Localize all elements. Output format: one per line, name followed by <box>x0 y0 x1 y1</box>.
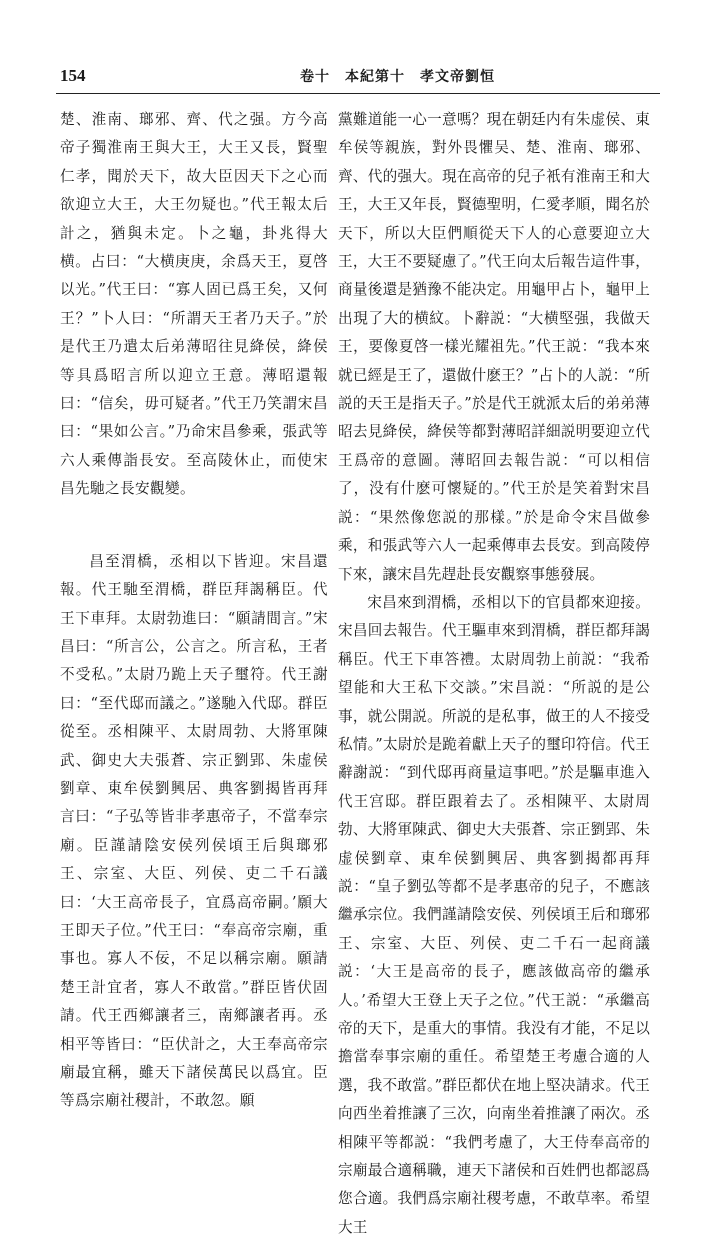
original-paragraph-2: 昌至渭橋，丞相以下皆迎。宋昌還報。代王馳至渭橋，群臣拜謁稱臣。代王下車拜。太尉勃進曰：“願請間言。”宋昌曰：“所言公，公言之。所言私，王者不受私。”太尉乃跪上天子璽符。代王謝曰：“至代邸而議之。”遂馳入代邸。群臣從至。丞相陳平、太尉周勃、大將軍陳武、御史大夫張蒼、宗正劉郢、朱虚侯劉章、東牟侯劉興居、典客劉揭皆再拜言曰：“子弘等皆非孝惠帝子，不當奉宗廟。臣謹請陰安侯列侯頃王后與瑯邪王、宗室、大臣、列侯、吏二千石議曰：‘大王高帝長子，宜爲高帝嗣。’願大王即天子位。”代王曰：“奉高帝宗廟，重事也。寡人不佞，不足以稱宗廟。願請楚王計宜者，寡人不敢當。”群臣皆伏固請。代王西鄉讓者三，南鄉讓者再。丞相平等皆曰：“臣伏計之，大王奉高帝宗廟最宜稱，雖天下諸侯萬民以爲宜。臣等爲宗廟社稷計，不敢忽。願 <box>60 552 328 1110</box>
running-title: 卷十 本紀第十 孝文帝劉恒 <box>300 69 495 85</box>
translation-column <box>338 106 650 1242</box>
translation-paragraph-2: 宋昌來到渭橋，丞相以下的官員都來迎接。宋昌回去報告。代王驅車來到渭橋，群臣都拜謁稱臣。代王下車答禮。太尉周勃上前説：“我希望能和大王私下交談。”宋昌説：“所説的是公事，就公開説。所説的是私事，做王的人不接受私情。”太尉於是跪着獻上天子的璽印符信。代王辭謝説：“到代邸再商量這事吧。”於是驅車進入代王宫邸。群臣跟着去了。丞相陳平、太尉周勃、大將軍陳武、御史大夫張蒼、宗正劉郢、朱虚侯劉章、東牟侯劉興居、典客劉揭都再拜説：“皇子劉弘等都不是孝惠帝的兒子，不應該繼承宗位。我們謹請陰安侯、列侯頃王后和瑯邪王、宗室、大臣、列侯、吏二千石一起商議説：‘大王是高帝的長子，應該做高帝的繼承人。’希望大王登上天子之位。”代王説：“承繼高帝的天下，是重大的事情。我没有才能，不足以擔當奉事宗廟的重任。希望楚王考慮合適的人選，我不敢當。”群臣都伏在地上堅决請求。代王向西坐着推讓了三次，向南坐着推讓了兩次。丞相陳平等都説：“我們考慮了，大王侍奉高帝的宗廟最合適稱職，連天下諸侯和百姓們也都認爲您合適。我們爲宗廟社稷考慮，不敢草率。希望大王 <box>338 593 650 1236</box>
paragraph-gap <box>60 504 328 548</box>
original-text-column <box>60 106 328 1116</box>
page-number: 154 <box>60 66 86 85</box>
header-rule <box>56 93 660 94</box>
translation-paragraph-1: 黨難道能一心一意嗎？現在朝廷内有朱虚侯、東牟侯等親族，對外畏懼吴、楚、淮南、瑯邪、齊、代的强大。現在高帝的兒子衹有淮南王和大王，大王又年長，賢德聖明，仁愛孝順，聞名於天下，所以大臣們順從天下人的心意要迎立大王，大王不要疑慮了。”代王向太后報告這件事，商量後還是猶豫不能决定。用龜甲占卜，龜甲上出現了大的横紋。卜辭説：“大横堅强，我做天王，要像夏啓一樣光耀祖先。”代王説：“我本來就已經是王了，還做什麽王？”占卜的人説：“所説的天王是指天子。”於是代王就派太后的弟弟薄昭去見絳侯，絳侯等都對薄昭詳細説明要迎立代王爲帝的意圖。薄昭回去報告説：“可以相信了，没有什麽可懷疑的。”代王於是笑着對宋昌説：“果然像您説的那樣。”於是命令宋昌做參乘，和張武等六人一起乘傳車去長安。到高陵停下來，讓宋昌先趕赴長安觀察事態發展。 <box>338 111 650 583</box>
page-header <box>60 60 660 88</box>
original-paragraph-1: 楚、淮南、瑯邪、齊、代之强。方今高帝子獨淮南王與大王，大王又長，賢聖仁孝，聞於天下，故大臣因天下之心而欲迎立大王，大王勿疑也。”代王報太后計之，猶與未定。卜之龜，卦兆得大横。占曰：“大横庚庚，余爲天王，夏啓以光。”代王曰：“寡人固已爲王矣，又何王？”卜人曰：“所謂天王者乃天子。”於是代王乃遣太后弟薄昭往見絳侯，絳侯等具爲昭言所以迎立王意。薄昭還報曰：“信矣，毋可疑者。”代王乃笑謂宋昌曰：“果如公言。”乃命宋昌參乘，張武等六人乘傳詣長安。至高陵休止，而使宋昌先馳之長安觀變。 <box>60 111 328 498</box>
